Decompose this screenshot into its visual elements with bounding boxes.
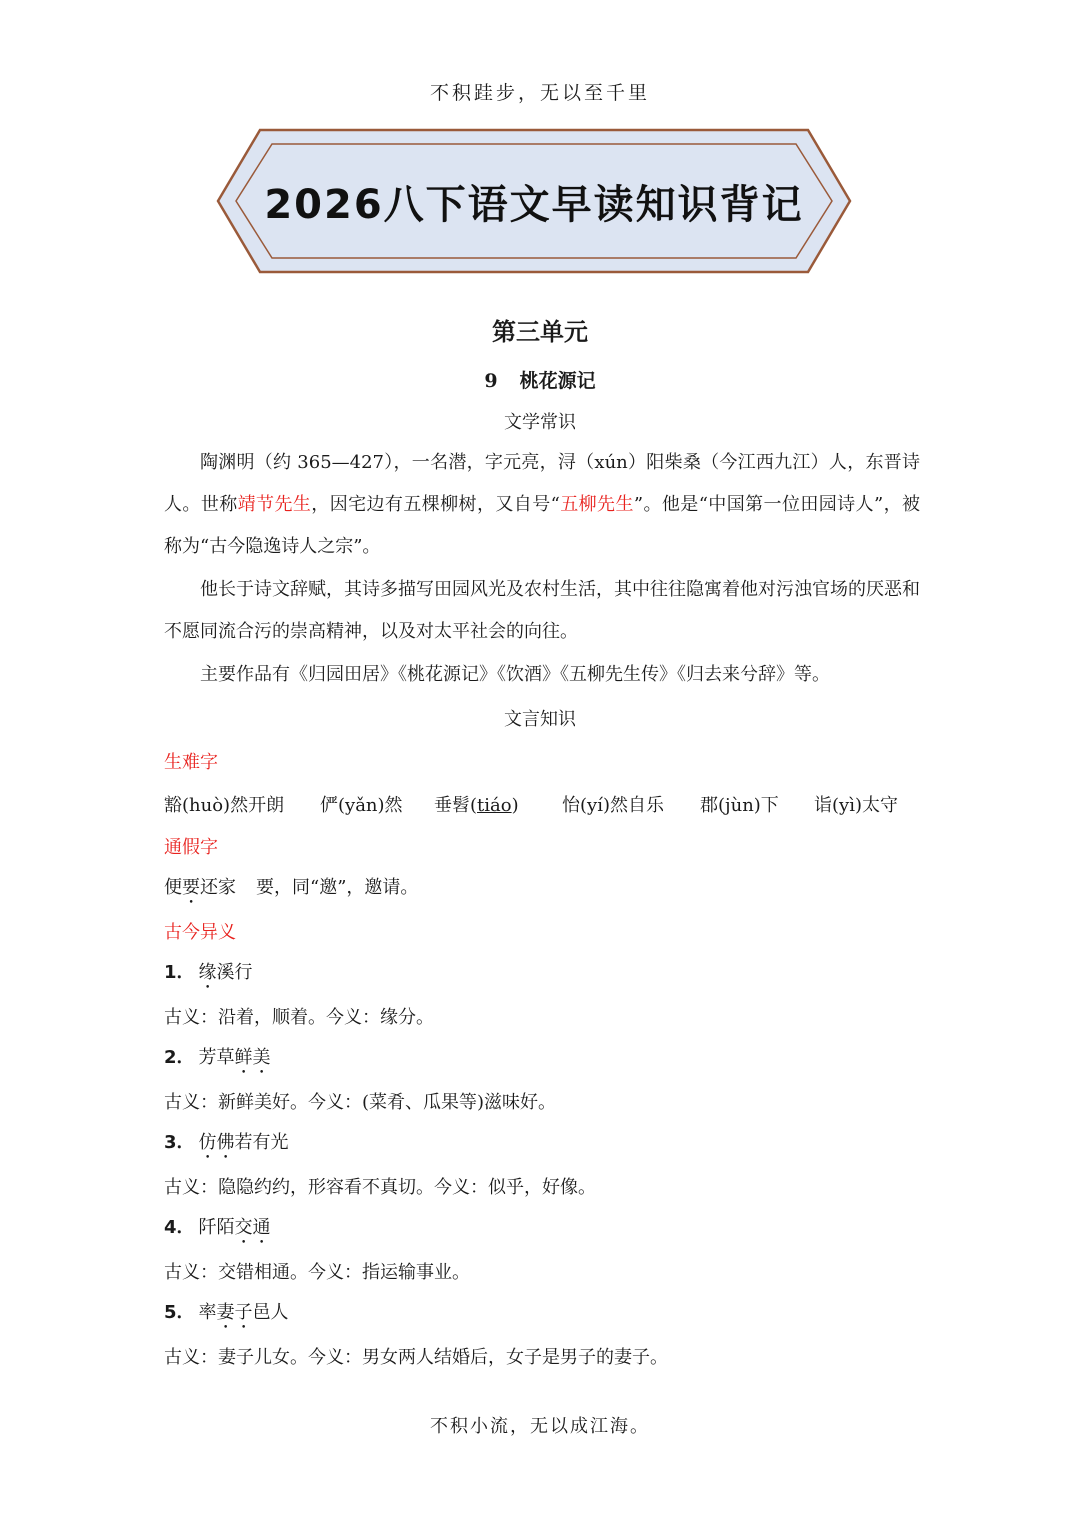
tongjia-phrase-rest: 还家 bbox=[200, 877, 236, 898]
literature-paragraph-3: 主要作品有《归园田居》《桃花源记》《饮酒》《五柳先生传》《归去来兮辞》等。 bbox=[200, 664, 830, 685]
p1-highlight-wuliu: 五柳先生 bbox=[559, 494, 634, 515]
tongjia-row bbox=[164, 873, 418, 908]
rare-char-item: 垂髫(tiáo) bbox=[434, 795, 519, 816]
rare-char-item: 俨(yǎn)然 bbox=[320, 795, 403, 816]
p1-text-a: 陶渊明（约 365—427），一名潜，字元亮，浔（xún）阳柴桑（今江西九江）人，东晋诗人。世称 bbox=[164, 452, 920, 515]
lesson-title bbox=[0, 366, 1080, 393]
gujin-item-3: 3． 仿佛若有光 bbox=[164, 1132, 289, 1153]
footer-motto: 不积小流，无以成江海。 bbox=[430, 1416, 650, 1437]
tongjia-phrase: 便 bbox=[164, 877, 182, 898]
header-motto: 不积跬步，无以至千里 bbox=[429, 82, 650, 104]
p1-text-b: ，因宅边有五棵柳树，又自号“ bbox=[311, 494, 560, 515]
p1-text-c: ”。他是“中国第一位田园诗人”，被称为“古今隐逸诗人之宗”。 bbox=[164, 494, 921, 557]
gujin-meaning-1: 古义：沿着，顺着。今义：缘分。 bbox=[164, 1007, 434, 1028]
title-banner bbox=[216, 128, 852, 274]
literature-paragraph-2: 他长于诗文辞赋，其诗多描写田园风光及农村生活，其中往往隐寓着他对污浊官场的厌恶和不愿同流合污的崇高精神，以及对太平社会的向往。 bbox=[164, 579, 920, 642]
section-heading-classical: 文言知识 bbox=[504, 709, 576, 730]
rare-chars-row bbox=[164, 791, 898, 817]
section-heading-literature: 文学常识 bbox=[504, 412, 576, 433]
lesson-name: 桃花源记 bbox=[519, 370, 596, 392]
gujin-meaning-5: 古义：妻子儿女。今义：男女两人结婚后，女子是男子的妻子。 bbox=[164, 1347, 668, 1368]
rare-char-item: 怡(yí)然自乐 bbox=[562, 795, 664, 816]
gujin-meaning-2: 古义：新鲜美好。今义：(菜肴、瓜果等)滋味好。 bbox=[164, 1092, 557, 1113]
category-tongjia: 通假字 bbox=[164, 837, 218, 858]
gujin-item-1: 1． 缘溪行 bbox=[164, 962, 253, 983]
unit-title: 第三单元 bbox=[492, 317, 588, 346]
rare-char-item: 郡(jùn)下 bbox=[700, 795, 779, 816]
gujin-item-4: 4． 阡陌交通 bbox=[164, 1217, 271, 1238]
rare-char-item: 诣(yì)太守 bbox=[814, 795, 898, 816]
literature-paragraph-1 bbox=[164, 442, 920, 568]
gujin-meaning-4: 古义：交错相通。今义：指运输事业。 bbox=[164, 1262, 470, 1283]
gujin-meaning-3: 古义：隐隐约约，形容看不真切。今义：似乎，好像。 bbox=[164, 1177, 596, 1198]
rare-char-item: 豁(huò)然开朗 bbox=[164, 795, 285, 816]
tongjia-explanation: 要，同“邀”，邀请。 bbox=[256, 877, 419, 898]
p1-highlight-jingjie: 靖节先生 bbox=[237, 494, 312, 515]
banner-title: 2026八下语文早读知识背记 bbox=[264, 181, 804, 228]
gujin-item-2: 2． 芳草鲜美 bbox=[164, 1047, 271, 1068]
lesson-number: 9 bbox=[484, 370, 498, 392]
category-gujin: 古今异义 bbox=[164, 922, 236, 943]
tongjia-dotted-char: 要 bbox=[182, 877, 200, 898]
gujin-item-5: 5． 率妻子邑人 bbox=[164, 1302, 289, 1323]
category-rare-chars: 生难字 bbox=[164, 752, 218, 773]
